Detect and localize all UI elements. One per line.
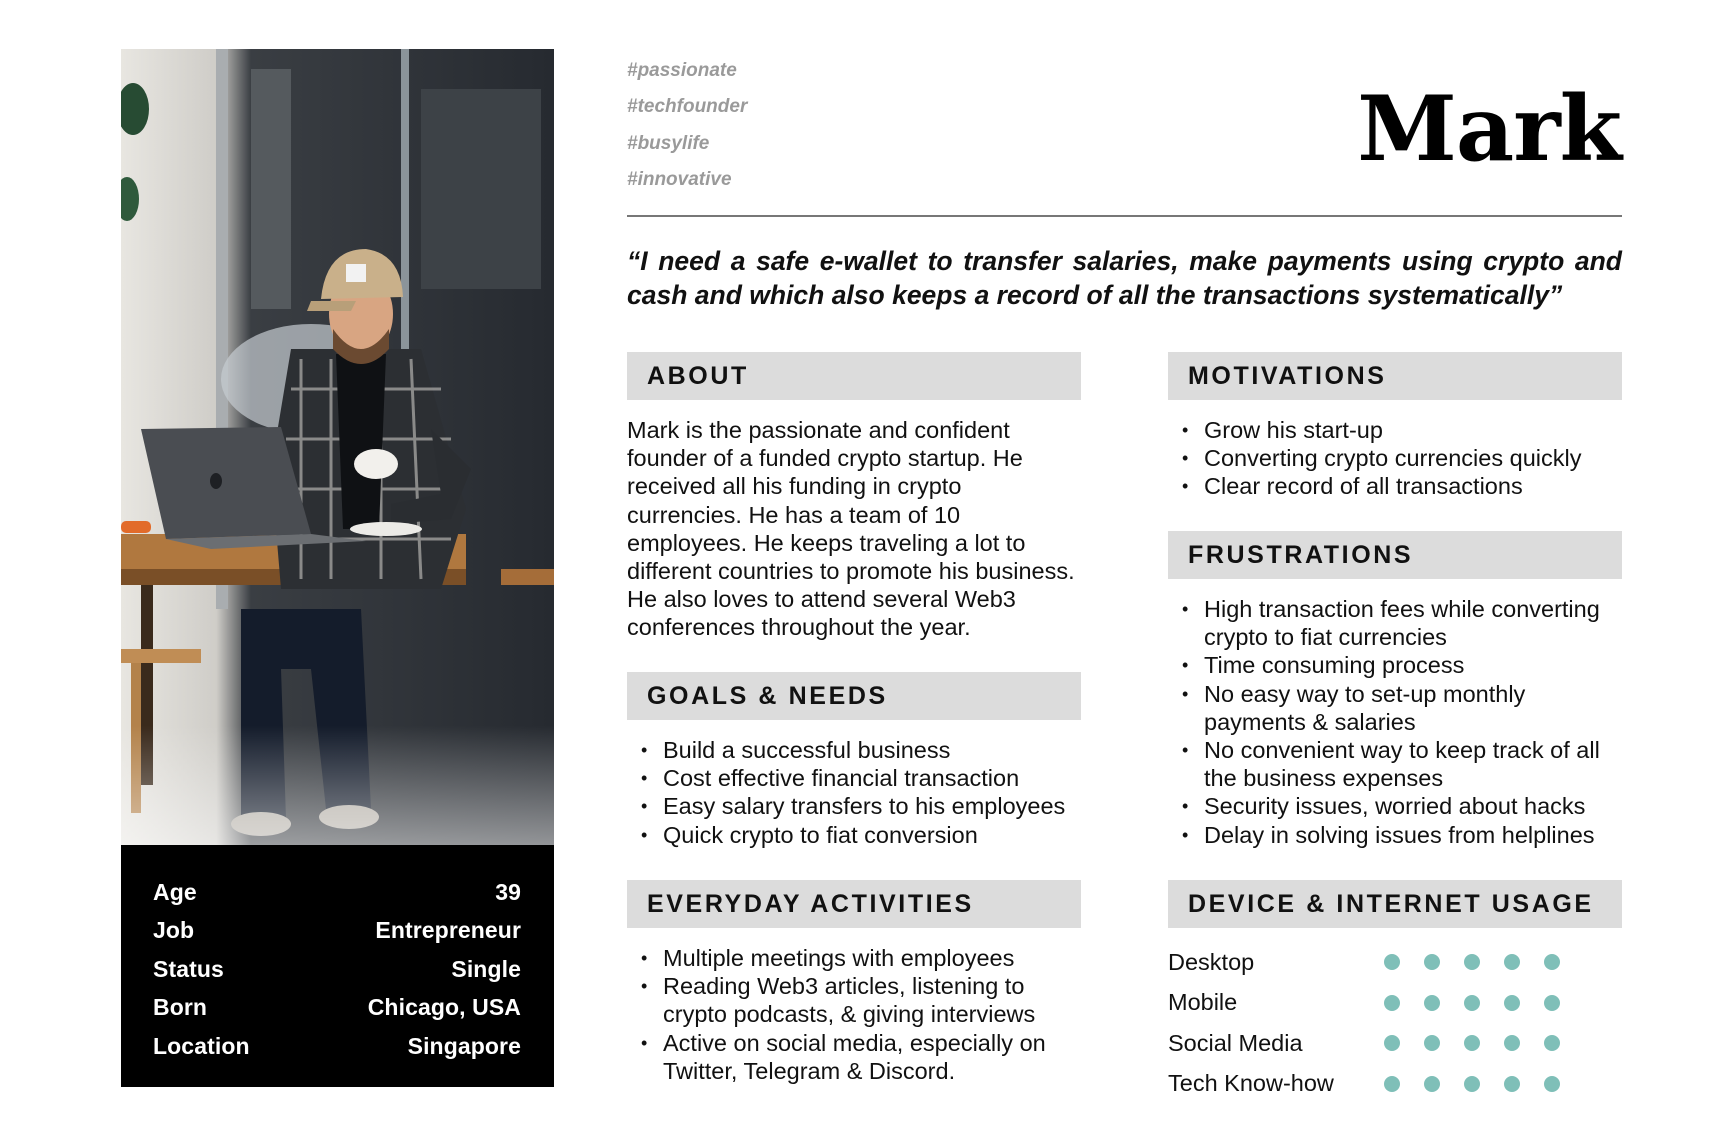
about-text: Mark is the passionate and confident founder of a funded crypto startup. He received all his funding in crypto currencies. He has a team of 10 employees. He keeps traveling a lot to different countries to promote his business. He also loves to attend several Web3 conferences throughout the year. — [627, 417, 1075, 641]
rating-dot — [1504, 995, 1520, 1011]
fact-row-born — [153, 989, 521, 1028]
rating-dot — [1384, 1076, 1400, 1092]
fact-value: 39 — [495, 878, 521, 905]
list-item: • Converting crypto currencies quickly — [1168, 444, 1622, 472]
usage-rating — [1384, 1035, 1560, 1051]
usage-row-desktop — [1168, 942, 1588, 983]
rating-dot — [1544, 1035, 1560, 1051]
rating-dot — [1424, 995, 1440, 1011]
list-item: • Time consuming process — [1168, 651, 1628, 679]
fact-label: Job — [153, 917, 195, 944]
list-item: • High transaction fees while converting crypto to fiat currencies — [1168, 595, 1628, 651]
list-item: • Grow his start-up — [1168, 416, 1622, 444]
device-usage-heading: DEVICE & INTERNET USAGE — [1168, 880, 1622, 928]
fact-row-age — [153, 873, 521, 912]
usage-label: Mobile — [1168, 989, 1238, 1016]
frustrations-list — [1168, 595, 1628, 849]
list-item: • Active on social media, especially on Twitter, Telegram & Discord. — [627, 1029, 1067, 1085]
persona-name: Mark — [1357, 76, 1621, 182]
device-usage-list — [1168, 942, 1588, 1104]
rating-dot — [1464, 1035, 1480, 1051]
fact-row-status — [153, 950, 521, 989]
rating-dot — [1464, 954, 1480, 970]
rating-dot — [1544, 995, 1560, 1011]
persona-facts — [121, 845, 554, 1087]
rating-dot — [1504, 954, 1520, 970]
rating-dot — [1504, 1076, 1520, 1092]
usage-rating — [1384, 954, 1560, 970]
tag: #innovative — [627, 168, 732, 190]
activities-heading: EVERYDAY ACTIVITIES — [627, 880, 1081, 928]
fact-label: Location — [153, 1032, 250, 1059]
list-item: • Easy salary transfers to his employees — [627, 792, 1097, 820]
list-item: • No easy way to set-up monthly payments & salaries — [1168, 680, 1628, 736]
rating-dot — [1384, 1035, 1400, 1051]
list-item: • Delay in solving issues from helplines — [1168, 821, 1628, 849]
list-item: • Cost effective financial transaction — [627, 764, 1097, 792]
list-item: • No convenient way to keep track of all the business expenses — [1168, 736, 1628, 792]
fact-label: Born — [153, 994, 208, 1021]
persona-tags — [627, 57, 747, 202]
rating-dot — [1424, 1076, 1440, 1092]
rating-dot — [1544, 954, 1560, 970]
fact-value: Singapore — [407, 1032, 521, 1059]
usage-label: Tech Know-how — [1168, 1070, 1334, 1097]
rating-dot — [1544, 1076, 1560, 1092]
goals-heading: GOALS & NEEDS — [627, 672, 1081, 720]
tag: #busylife — [627, 132, 710, 154]
header-divider — [627, 215, 1622, 217]
fact-value: Entrepreneur — [375, 917, 521, 944]
fact-value: Chicago, USA — [367, 994, 521, 1021]
persona-quote: “I need a safe e-wallet to transfer salaries, make payments using crypto and cash and which also keeps a record of all the transactions systematically” — [627, 246, 1622, 310]
usage-row-tech-know-how — [1168, 1064, 1588, 1105]
motivations-list — [1168, 416, 1622, 501]
fact-row-location — [153, 1027, 521, 1066]
rating-dot — [1424, 1035, 1440, 1051]
rating-dot — [1424, 954, 1440, 970]
rating-dot — [1464, 995, 1480, 1011]
usage-label: Desktop — [1168, 948, 1255, 975]
motivations-heading: MOTIVATIONS — [1168, 352, 1622, 400]
fact-label: Status — [153, 955, 224, 982]
fact-value: Single — [451, 955, 521, 982]
goals-list — [627, 736, 1097, 849]
activities-list — [627, 944, 1067, 1085]
frustrations-heading: FRUSTRATIONS — [1168, 531, 1622, 579]
rating-dot — [1384, 995, 1400, 1011]
tag: #techfounder — [627, 96, 748, 118]
list-item: • Quick crypto to fiat conversion — [627, 821, 1097, 849]
usage-rating — [1384, 995, 1560, 1011]
usage-rating — [1384, 1076, 1560, 1092]
list-item: • Multiple meetings with employees — [627, 944, 1067, 972]
persona-photo — [121, 49, 554, 845]
list-item: • Reading Web3 articles, listening to crypto podcasts, & giving interviews — [627, 972, 1067, 1028]
list-item: • Security issues, worried about hacks — [1168, 792, 1628, 820]
usage-label: Social Media — [1168, 1029, 1303, 1056]
fact-row-job — [153, 912, 521, 951]
usage-row-mobile — [1168, 983, 1588, 1024]
rating-dot — [1504, 1035, 1520, 1051]
photo-illustration — [121, 49, 554, 845]
rating-dot — [1464, 1076, 1480, 1092]
rating-dot — [1384, 954, 1400, 970]
tag: #passionate — [627, 60, 737, 81]
about-heading: ABOUT — [627, 352, 1081, 400]
list-item: • Clear record of all transactions — [1168, 472, 1622, 500]
usage-row-social-media — [1168, 1023, 1588, 1064]
fact-label: Age — [153, 878, 197, 905]
list-item: • Build a successful business — [627, 736, 1097, 764]
